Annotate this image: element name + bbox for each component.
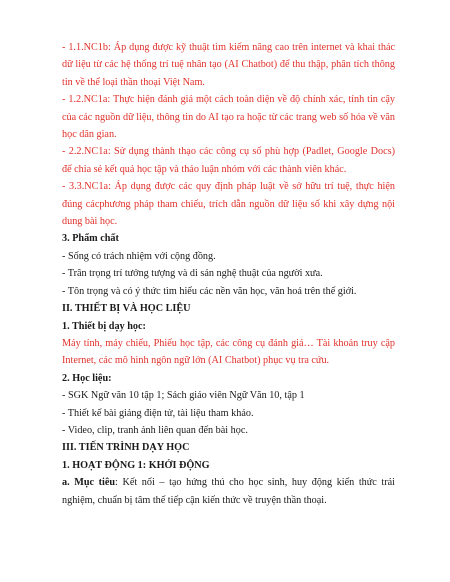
pham-chat-item: - Sống có trách nhiệm với cộng đồng. <box>62 250 216 262</box>
hoc-lieu-item: - Video, clip, tranh ảnh liên quan đến bài học. <box>62 424 248 436</box>
hoc-lieu-heading: 2. Học liệu: <box>62 372 112 384</box>
goal-label: a. Mục tiêu <box>62 477 116 489</box>
hoc-lieu-item: - SGK Ngữ văn 10 tập 1; Sách giáo viên Ngữ Văn 10, tập 1 <box>62 390 305 402</box>
document-content <box>62 39 395 509</box>
thiet-bi-heading: 1. Thiết bị dạy học: <box>62 320 146 332</box>
goal-text: : Kết nối – tạo hứng thú cho học sinh, huy động kiến thức trải nghiệm, chuẩn bị tâm thế tiếp cận kiến thức về truyện thần thoại. <box>62 477 395 506</box>
hoc-lieu-item: - Thiết kế bài giảng điện tử, tài liệu tham khảo. <box>62 407 254 419</box>
pham-chat-item: - Tôn trọng và có ý thức tìm hiểu các nền văn học, văn hoá trên thế giới. <box>62 285 357 297</box>
pham-chat-heading: 3. Phẩm chất <box>62 233 119 245</box>
section-iii-heading: III. TIẾN TRÌNH DẠY HỌC <box>62 442 190 454</box>
thiet-bi-text: Máy tính, máy chiếu, Phiếu học tập, các công cụ đánh giá… Tài khoản truy cập Internet, các mô hình ngôn ngữ lớn (AI Chatbot) phục vụ tra cứu. <box>62 337 395 367</box>
digital-competency-item: - 3.3.NC1a: Áp dụng được các quy định pháp luật về sở hữu trí tuệ, thực hiện đúng cácphương pháp tham chiếu, trích dẫn nguồn dữ liệu số khi xây dựng nội dung bài học. <box>62 181 395 228</box>
digital-competency-item: - 1.2.NC1a: Thực hiện đánh giá một cách toàn diện về độ chính xác, tính tin cậy của các nguồn dữ liệu, thông tin do AI tạo ra hoặc từ các trang web số hóa về văn học dân gian. <box>62 94 395 141</box>
activity-heading: 1. HOẠT ĐỘNG 1: KHỞI ĐỘNG <box>62 459 210 471</box>
pham-chat-item: - Trân trọng trí tưởng tượng và di sản nghệ thuật của người xưa. <box>62 268 323 280</box>
section-ii-heading: II. THIẾT BỊ VÀ HỌC LIỆU <box>62 303 191 315</box>
goal-paragraph <box>62 474 395 509</box>
digital-competency-item: - 2.2.NC1a: Sử dụng thành thạo các công cụ số phù hợp (Padlet, Google Docs) để chia sẻ kết quả học tập và thảo luận nhóm với các thành viên khác. <box>62 146 395 175</box>
digital-competency-item: - 1.1.NC1b: Áp dụng được kỹ thuật tìm kiếm nâng cao trên internet và khai thác dữ liệu từ các hệ thống trí tuệ nhân tạo (AI Chatbot) để thu thập, phân tích thông tin về thể loại thần thoại Việt Nam. <box>62 42 395 88</box>
